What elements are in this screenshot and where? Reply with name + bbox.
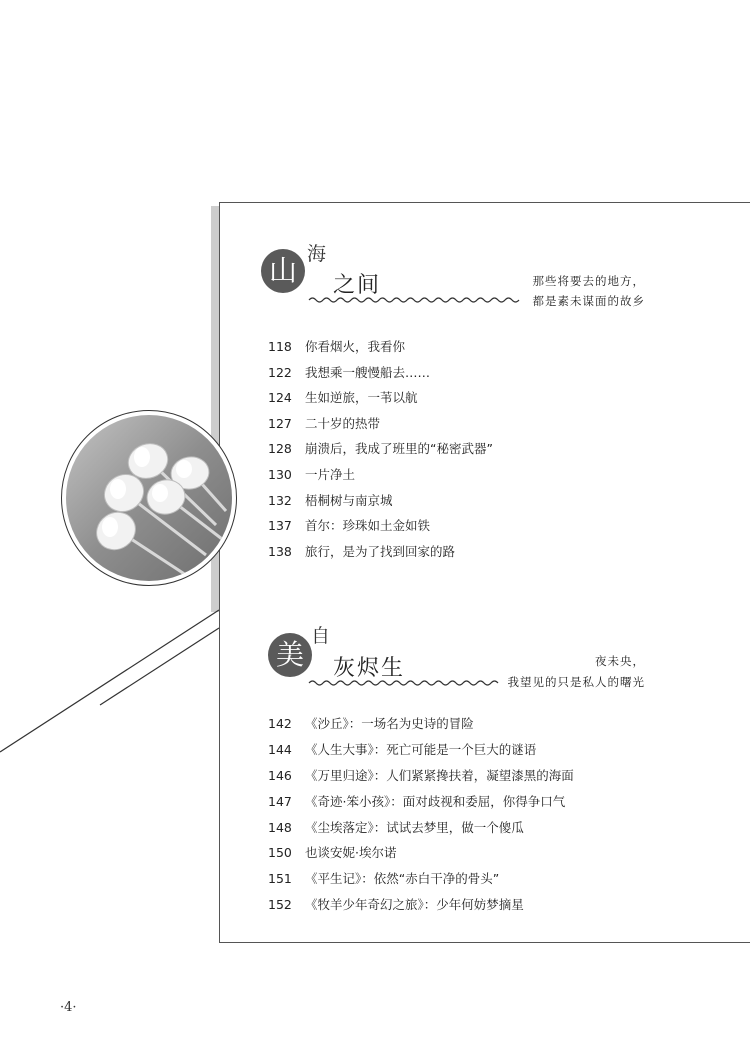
toc-page-number: 124 [268,390,292,406]
toc-page-number: 137 [268,518,292,534]
section-1-quote-line-1: 那些将要去的地方， [532,274,645,288]
section-2-title: 灰烬生 [333,656,406,681]
diagonal-lines [0,590,220,760]
toc-page-number: 138 [268,543,292,559]
toc-entry[interactable] [262,462,493,488]
toc-entry[interactable] [262,789,574,815]
tulip-photo [61,410,237,586]
toc-entry[interactable] [262,840,574,866]
tulip-photo-icon [66,415,232,581]
toc-page-number: 118 [268,339,292,354]
section-2-quote-line-1: 夜未央， [595,654,645,668]
toc-entry-title: 旅行，是为了找到回家的路 [305,543,456,559]
toc-entry-title: 《人生大事》：死亡可能是一个巨大的谜语 [305,741,537,757]
toc-page-number: 127 [268,415,292,431]
toc-page-number: 130 [268,466,292,482]
toc-entry[interactable] [262,334,493,360]
toc-page-number: 152 [268,897,292,913]
toc-entry[interactable] [262,866,574,892]
toc-entry-title: 《牧羊少年奇幻之旅》：少年何妨梦摘星 [305,897,524,913]
toc-page-number: 151 [268,871,292,887]
toc-entry[interactable] [262,892,574,918]
toc-page-number: 132 [268,492,292,508]
page-number: ·4· [60,1000,77,1015]
toc-entry-title: 《尘埃落定》：试试去梦里，做一个傻瓜 [305,819,524,835]
toc-page-number: 148 [268,819,292,835]
toc-entry[interactable] [262,488,493,514]
toc-entry[interactable] [262,385,493,411]
toc-entry[interactable] [262,513,493,539]
toc-entry[interactable] [262,539,493,565]
section-1-title: 之间 [333,273,382,298]
toc-entry-title: 首尔：珍珠如土金如铁 [305,518,431,534]
toc-page-number: 142 [268,716,292,731]
section-2-initial-badge: 美 [268,633,312,677]
toc-entry-title: 《奇迹·笨小孩》：面对歧视和委屈，你得争口气 [305,793,566,809]
section-2-accent-char: 自 [311,625,331,647]
diagonal-line-upper [100,628,219,705]
toc-entry[interactable] [262,737,574,763]
toc-entry[interactable] [262,360,493,386]
toc-entry-title: 生如逆旅，一苇以航 [305,390,418,406]
toc-entry-title: 也谈安妮·埃尔诺 [305,845,397,861]
toc-entry[interactable] [262,815,574,841]
toc-page-number: 147 [268,793,292,809]
toc-entry[interactable] [262,411,493,437]
toc-page-number: 150 [268,845,292,861]
toc-entry[interactable] [262,711,574,737]
toc-entry-title: 一片净土 [305,466,356,482]
toc-entry-title: 崩溃后，我成了班里的“秘密武器” [305,441,493,457]
toc-entry-title: 梧桐树与南京城 [305,492,393,508]
section-1-toc-list [262,334,493,564]
section-2-quote-line-2: 我望见的只是私人的曙光 [507,675,645,689]
section-2-toc-list [262,711,574,918]
toc-entry[interactable] [262,763,574,789]
section-1-accent-char: 海 [307,243,327,265]
toc-entry-title: 你看烟火，我看你 [305,339,406,354]
toc-entry-title: 《沙丘》：一场名为史诗的冒险 [305,716,474,731]
section-2-wavy-underline [308,677,502,689]
toc-page-number: 144 [268,741,292,757]
toc-entry-title: 二十岁的热带 [305,415,381,431]
diagonal-line-lower [0,610,219,752]
toc-entry-title: 《万里归途》：人们紧紧搀扶着，凝望漆黑的海面 [305,767,574,783]
toc-page-number: 122 [268,364,292,380]
toc-entry-title: 我想乘一艘慢船去…… [305,364,431,380]
section-1-quote-line-2: 都是素未谋面的故乡 [532,294,645,308]
section-1-wavy-underline [308,294,524,306]
toc-page-number: 146 [268,767,292,783]
toc-entry[interactable] [262,436,493,462]
section-1-initial-badge: 山 [261,249,305,293]
toc-page-number: 128 [268,441,292,457]
toc-entry-title: 《平生记》：依然“赤白干净的骨头” [305,871,500,887]
